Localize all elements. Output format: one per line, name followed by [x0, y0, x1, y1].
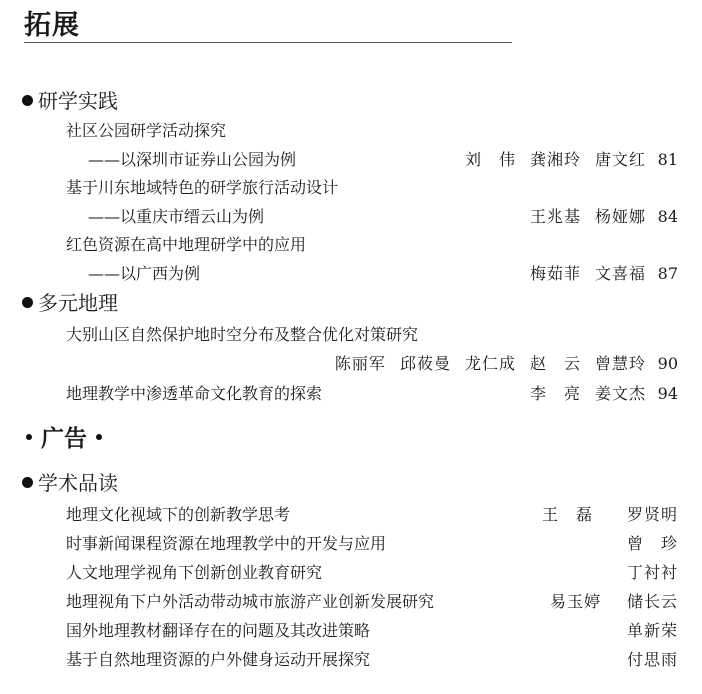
author-name: 王 磊 — [541, 505, 593, 524]
toc-entry[interactable] — [66, 588, 678, 615]
bullet-icon — [22, 477, 33, 488]
page-number: 84 — [657, 207, 678, 226]
author-name: 文喜福 — [594, 264, 646, 283]
toc-entry[interactable] — [66, 231, 678, 258]
author-name: 曾 珍 — [626, 534, 678, 553]
bullet-icon — [22, 297, 33, 308]
author-name: 曾慧玲 — [594, 354, 646, 373]
author-name: 王兆基 — [529, 207, 581, 226]
title-rule — [24, 42, 512, 43]
toc-entry[interactable] — [66, 559, 678, 586]
article-authors — [627, 559, 678, 586]
article-title: 社区公园研学活动探究 — [66, 121, 227, 140]
section-heading-diverse-geography — [22, 290, 118, 316]
article-title: 基于自然地理资源的户外健身运动开展探究 — [66, 650, 371, 669]
author-name: 单新荣 — [626, 621, 678, 640]
author-name: 易玉婷 — [549, 592, 601, 611]
author-name: 龙仁成 — [464, 354, 516, 373]
article-title: 国外地理教材翻译存在的问题及其改进策略 — [66, 621, 371, 640]
article-authors — [530, 203, 646, 230]
page-number: 90 — [657, 354, 678, 373]
toc-entry[interactable] — [66, 501, 678, 528]
toc-entry-subtitle[interactable] — [66, 203, 678, 230]
article-title: 时事新闻课程资源在地理教学中的开发与应用 — [66, 534, 387, 553]
article-title: 地理教学中渗透革命文化教育的探索 — [66, 384, 323, 403]
toc-entry-authors[interactable] — [66, 350, 678, 377]
article-authors — [530, 260, 646, 287]
bullet-icon — [22, 95, 33, 106]
article-title: 基于川东地域特色的研学旅行活动设计 — [66, 178, 339, 197]
article-authors — [627, 530, 678, 557]
author-name: 刘 伟 — [464, 150, 516, 169]
article-authors — [530, 380, 646, 407]
article-authors — [550, 588, 678, 615]
toc-entry[interactable] — [66, 617, 678, 644]
author-name: 姜文杰 — [594, 384, 646, 403]
author-name: 赵 云 — [529, 354, 581, 373]
section-heading-academic-reading — [22, 470, 118, 496]
article-subtitle: ——以重庆市缙云山为例 — [88, 207, 265, 226]
author-name: 杨娅娜 — [594, 207, 646, 226]
page-number: 87 — [657, 264, 678, 283]
article-subtitle: ——以广西为例 — [88, 264, 201, 283]
article-title: 人文地理学视角下创新创业教育研究 — [66, 563, 323, 582]
page-number: 81 — [657, 150, 678, 169]
bullet-icon — [96, 434, 102, 440]
author-name: 邱莜曼 — [399, 354, 451, 373]
section-heading-label: 学术品读 — [38, 471, 118, 495]
article-authors — [542, 501, 678, 528]
article-title: 地理文化视域下的创新教学思考 — [66, 505, 291, 524]
toc-entry[interactable] — [66, 174, 678, 201]
bullet-icon — [26, 434, 32, 440]
article-authors — [465, 146, 646, 173]
article-title: 地理视角下户外活动带动城市旅游产业创新发展研究 — [66, 592, 435, 611]
toc-entry[interactable] — [66, 117, 678, 144]
section-heading-advertisement — [26, 424, 102, 454]
toc-entry[interactable] — [66, 530, 678, 557]
author-name: 罗贤明 — [626, 505, 678, 524]
article-subtitle: ——以深圳市证券山公园为例 — [88, 150, 297, 169]
section-heading-research-practice — [22, 88, 118, 114]
page-number: 94 — [657, 384, 678, 403]
article-authors — [627, 646, 678, 673]
toc-entry[interactable] — [66, 321, 678, 348]
article-title: 红色资源在高中地理研学中的应用 — [66, 235, 307, 254]
article-title: 大别山区自然保护地时空分布及整合优化对策研究 — [66, 325, 419, 344]
article-authors — [335, 350, 646, 377]
section-heading-label: 研学实践 — [38, 89, 118, 113]
author-name: 梅茹菲 — [529, 264, 581, 283]
toc-entry[interactable] — [66, 646, 678, 673]
toc-entry[interactable] — [66, 380, 678, 407]
article-authors — [627, 617, 678, 644]
author-name: 储长云 — [626, 592, 678, 611]
author-name: 龚湘玲 — [529, 150, 581, 169]
toc-entry-subtitle[interactable] — [66, 260, 678, 287]
author-name: 唐文红 — [594, 150, 646, 169]
author-name: 付思雨 — [626, 650, 678, 669]
author-name: 李 亮 — [529, 384, 581, 403]
section-heading-label: 多元地理 — [38, 291, 118, 315]
section-heading-label: 广告 — [41, 426, 87, 452]
author-name: 丁衬衬 — [626, 563, 678, 582]
page-title: 拓展 — [24, 10, 80, 41]
toc-entry-subtitle[interactable] — [66, 146, 678, 173]
author-name: 陈丽军 — [334, 354, 386, 373]
